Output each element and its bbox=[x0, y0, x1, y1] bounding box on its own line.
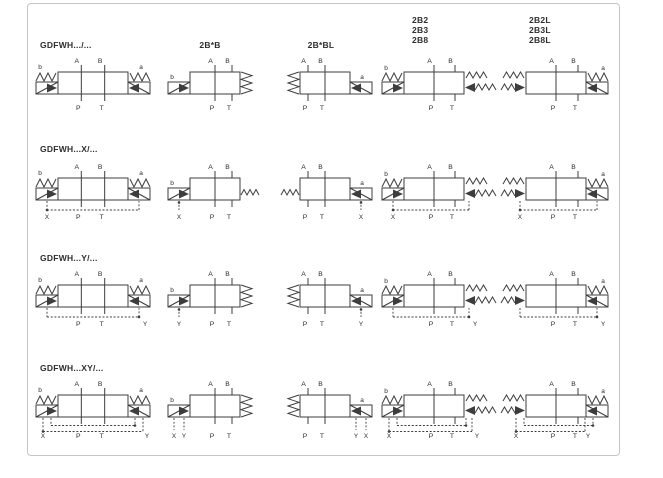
svg-text:B: B bbox=[225, 58, 230, 65]
svg-text:T: T bbox=[572, 214, 578, 221]
svg-text:a: a bbox=[601, 171, 605, 178]
svg-text:A: A bbox=[74, 164, 80, 171]
svg-text:Y: Y bbox=[474, 433, 480, 440]
svg-text:B: B bbox=[448, 381, 453, 388]
svg-text:B: B bbox=[225, 164, 230, 171]
valve-symbol-row1-2b-bl bbox=[272, 52, 387, 127]
svg-text:B: B bbox=[318, 164, 323, 171]
svg-text:A: A bbox=[301, 164, 306, 171]
svg-text:b: b bbox=[38, 64, 42, 71]
svg-text:Y: Y bbox=[176, 321, 182, 328]
valve-symbol-row1-2b2l-8l bbox=[500, 52, 622, 127]
svg-text:B: B bbox=[318, 271, 323, 278]
row-label-gdfwh-base: GDFWH.../... bbox=[40, 40, 92, 50]
svg-text:A: A bbox=[208, 164, 213, 171]
svg-text:T: T bbox=[572, 433, 578, 440]
svg-text:X: X bbox=[171, 433, 177, 440]
svg-text:b: b bbox=[170, 287, 174, 294]
col-header-2b8l: 2B8L bbox=[529, 35, 551, 45]
svg-text:P: P bbox=[428, 214, 434, 221]
svg-text:X: X bbox=[358, 214, 364, 221]
svg-text:B: B bbox=[448, 271, 453, 278]
svg-text:b: b bbox=[170, 74, 174, 81]
svg-text:P: P bbox=[209, 105, 215, 112]
svg-text:X: X bbox=[44, 214, 50, 221]
row-label-gdfwh-xy: GDFWH...XY/... bbox=[40, 363, 104, 373]
valve-symbol-row3-gdfwh-base bbox=[30, 265, 170, 340]
svg-text:Y: Y bbox=[143, 321, 148, 328]
svg-text:B: B bbox=[225, 381, 230, 388]
svg-text:B: B bbox=[448, 164, 453, 171]
svg-text:Y: Y bbox=[585, 433, 591, 440]
svg-text:P: P bbox=[76, 214, 81, 221]
svg-text:P: P bbox=[209, 433, 215, 440]
col-header-2b3l: 2B3L bbox=[529, 25, 551, 35]
svg-text:P: P bbox=[428, 433, 434, 440]
svg-text:T: T bbox=[99, 433, 104, 440]
svg-text:a: a bbox=[360, 74, 364, 81]
svg-text:T: T bbox=[319, 105, 325, 112]
svg-text:T: T bbox=[99, 321, 104, 328]
svg-text:P: P bbox=[76, 105, 81, 112]
valve-symbol-row4-gdfwh-base bbox=[30, 375, 170, 450]
svg-text:b: b bbox=[384, 171, 388, 178]
svg-text:A: A bbox=[549, 164, 554, 171]
svg-text:A: A bbox=[208, 381, 213, 388]
svg-text:X: X bbox=[363, 433, 369, 440]
svg-text:b: b bbox=[170, 180, 174, 187]
svg-text:a: a bbox=[601, 388, 605, 395]
svg-text:T: T bbox=[319, 433, 325, 440]
svg-text:b: b bbox=[384, 388, 388, 395]
svg-text:P: P bbox=[76, 433, 81, 440]
valve-symbol-row2-gdfwh-base bbox=[30, 158, 170, 233]
valve-symbol-row3-2b2l-8l bbox=[500, 265, 622, 340]
svg-text:b: b bbox=[384, 278, 388, 285]
svg-text:X: X bbox=[513, 433, 519, 440]
svg-text:b: b bbox=[170, 397, 174, 404]
svg-text:P: P bbox=[428, 321, 434, 328]
svg-text:A: A bbox=[74, 58, 80, 65]
svg-text:T: T bbox=[226, 105, 232, 112]
svg-text:A: A bbox=[427, 164, 432, 171]
svg-text:a: a bbox=[139, 170, 143, 177]
valve-symbol-row2-2b-bl bbox=[272, 158, 387, 233]
svg-text:T: T bbox=[226, 433, 232, 440]
row-label-gdfwh-y: GDFWH...Y/... bbox=[40, 253, 98, 263]
svg-text:B: B bbox=[97, 58, 103, 65]
col-header-2b3: 2B3 bbox=[412, 25, 429, 35]
svg-text:a: a bbox=[360, 397, 364, 404]
svg-text:T: T bbox=[449, 105, 455, 112]
svg-text:A: A bbox=[427, 381, 432, 388]
svg-text:a: a bbox=[360, 180, 364, 187]
svg-text:T: T bbox=[449, 214, 455, 221]
col-header-2b2: 2B2 bbox=[412, 15, 429, 25]
svg-text:A: A bbox=[301, 271, 306, 278]
svg-text:A: A bbox=[427, 271, 432, 278]
svg-text:B: B bbox=[318, 58, 323, 65]
svg-text:T: T bbox=[572, 105, 578, 112]
svg-text:Y: Y bbox=[181, 433, 187, 440]
valve-symbol-row4-2b-bl bbox=[272, 375, 387, 450]
valve-symbol-row2-2b2l-8l bbox=[500, 158, 622, 233]
col-header-2b2l: 2B2L bbox=[529, 15, 551, 25]
svg-text:A: A bbox=[549, 271, 554, 278]
valve-symbol-row3-2b2-8 bbox=[382, 265, 504, 340]
svg-text:T: T bbox=[449, 321, 455, 328]
svg-text:A: A bbox=[549, 58, 554, 65]
svg-text:T: T bbox=[226, 321, 232, 328]
svg-text:B: B bbox=[225, 271, 230, 278]
svg-text:X: X bbox=[176, 214, 182, 221]
svg-text:P: P bbox=[428, 105, 434, 112]
svg-text:A: A bbox=[427, 58, 432, 65]
svg-text:B: B bbox=[318, 381, 323, 388]
svg-text:P: P bbox=[209, 321, 215, 328]
valve-symbol-row2-2b-b bbox=[168, 158, 278, 233]
col-header-2bbl: 2B*BL bbox=[307, 40, 335, 50]
svg-text:T: T bbox=[572, 321, 578, 328]
svg-text:P: P bbox=[550, 214, 556, 221]
valve-symbol-row3-2b-b bbox=[168, 265, 278, 340]
valve-symbol-row3-2b-bl bbox=[272, 265, 387, 340]
svg-text:B: B bbox=[97, 164, 103, 171]
valve-symbol-row4-2b-b bbox=[168, 375, 278, 450]
svg-text:T: T bbox=[99, 214, 104, 221]
svg-text:P: P bbox=[550, 105, 556, 112]
svg-text:A: A bbox=[549, 381, 554, 388]
svg-text:X: X bbox=[40, 433, 46, 440]
svg-text:b: b bbox=[38, 170, 42, 177]
svg-text:B: B bbox=[97, 381, 103, 388]
svg-text:T: T bbox=[319, 214, 325, 221]
svg-text:P: P bbox=[302, 433, 308, 440]
svg-text:P: P bbox=[550, 321, 556, 328]
svg-text:B: B bbox=[571, 58, 576, 65]
svg-text:A: A bbox=[74, 271, 80, 278]
svg-text:P: P bbox=[302, 214, 308, 221]
svg-text:Y: Y bbox=[144, 433, 150, 440]
valve-symbol-row4-2b2l-8l bbox=[500, 375, 622, 450]
svg-text:A: A bbox=[208, 271, 213, 278]
col-header-2b8: 2B8 bbox=[412, 35, 429, 45]
svg-text:P: P bbox=[209, 214, 215, 221]
svg-text:Y: Y bbox=[473, 321, 478, 328]
svg-text:a: a bbox=[601, 278, 605, 285]
svg-text:a: a bbox=[601, 65, 605, 72]
valve-symbol-row4-2b2-8 bbox=[382, 375, 504, 450]
svg-text:T: T bbox=[226, 214, 232, 221]
svg-text:T: T bbox=[319, 321, 325, 328]
valve-symbol-row1-2b-b bbox=[168, 52, 278, 127]
svg-text:Y: Y bbox=[601, 321, 606, 328]
row-label-gdfwh-x: GDFWH...X/... bbox=[40, 144, 98, 154]
svg-text:A: A bbox=[301, 381, 306, 388]
svg-text:P: P bbox=[550, 433, 556, 440]
svg-text:a: a bbox=[139, 64, 143, 71]
svg-text:P: P bbox=[302, 105, 308, 112]
svg-text:b: b bbox=[384, 65, 388, 72]
svg-text:A: A bbox=[301, 58, 306, 65]
svg-text:T: T bbox=[99, 105, 104, 112]
svg-text:X: X bbox=[517, 214, 523, 221]
svg-text:B: B bbox=[571, 271, 576, 278]
svg-text:P: P bbox=[302, 321, 308, 328]
svg-text:B: B bbox=[571, 381, 576, 388]
valve-symbol-row1-gdfwh-base bbox=[30, 52, 170, 127]
svg-text:X: X bbox=[386, 433, 392, 440]
svg-text:T: T bbox=[449, 433, 455, 440]
valve-symbol-row1-2b2-8 bbox=[382, 52, 504, 127]
valve-symbol-row2-2b2-8 bbox=[382, 158, 504, 233]
svg-text:a: a bbox=[139, 387, 143, 394]
col-header-2bb: 2B*B bbox=[199, 40, 221, 50]
svg-text:a: a bbox=[139, 277, 143, 284]
svg-text:B: B bbox=[571, 164, 576, 171]
svg-text:Y: Y bbox=[358, 321, 364, 328]
svg-text:B: B bbox=[97, 271, 103, 278]
svg-text:X: X bbox=[390, 214, 396, 221]
svg-text:P: P bbox=[76, 321, 81, 328]
svg-text:A: A bbox=[208, 58, 213, 65]
svg-text:b: b bbox=[38, 277, 42, 284]
svg-text:a: a bbox=[360, 287, 364, 294]
svg-text:b: b bbox=[38, 387, 42, 394]
svg-text:Y: Y bbox=[353, 433, 359, 440]
svg-text:B: B bbox=[448, 58, 453, 65]
svg-text:A: A bbox=[74, 381, 80, 388]
